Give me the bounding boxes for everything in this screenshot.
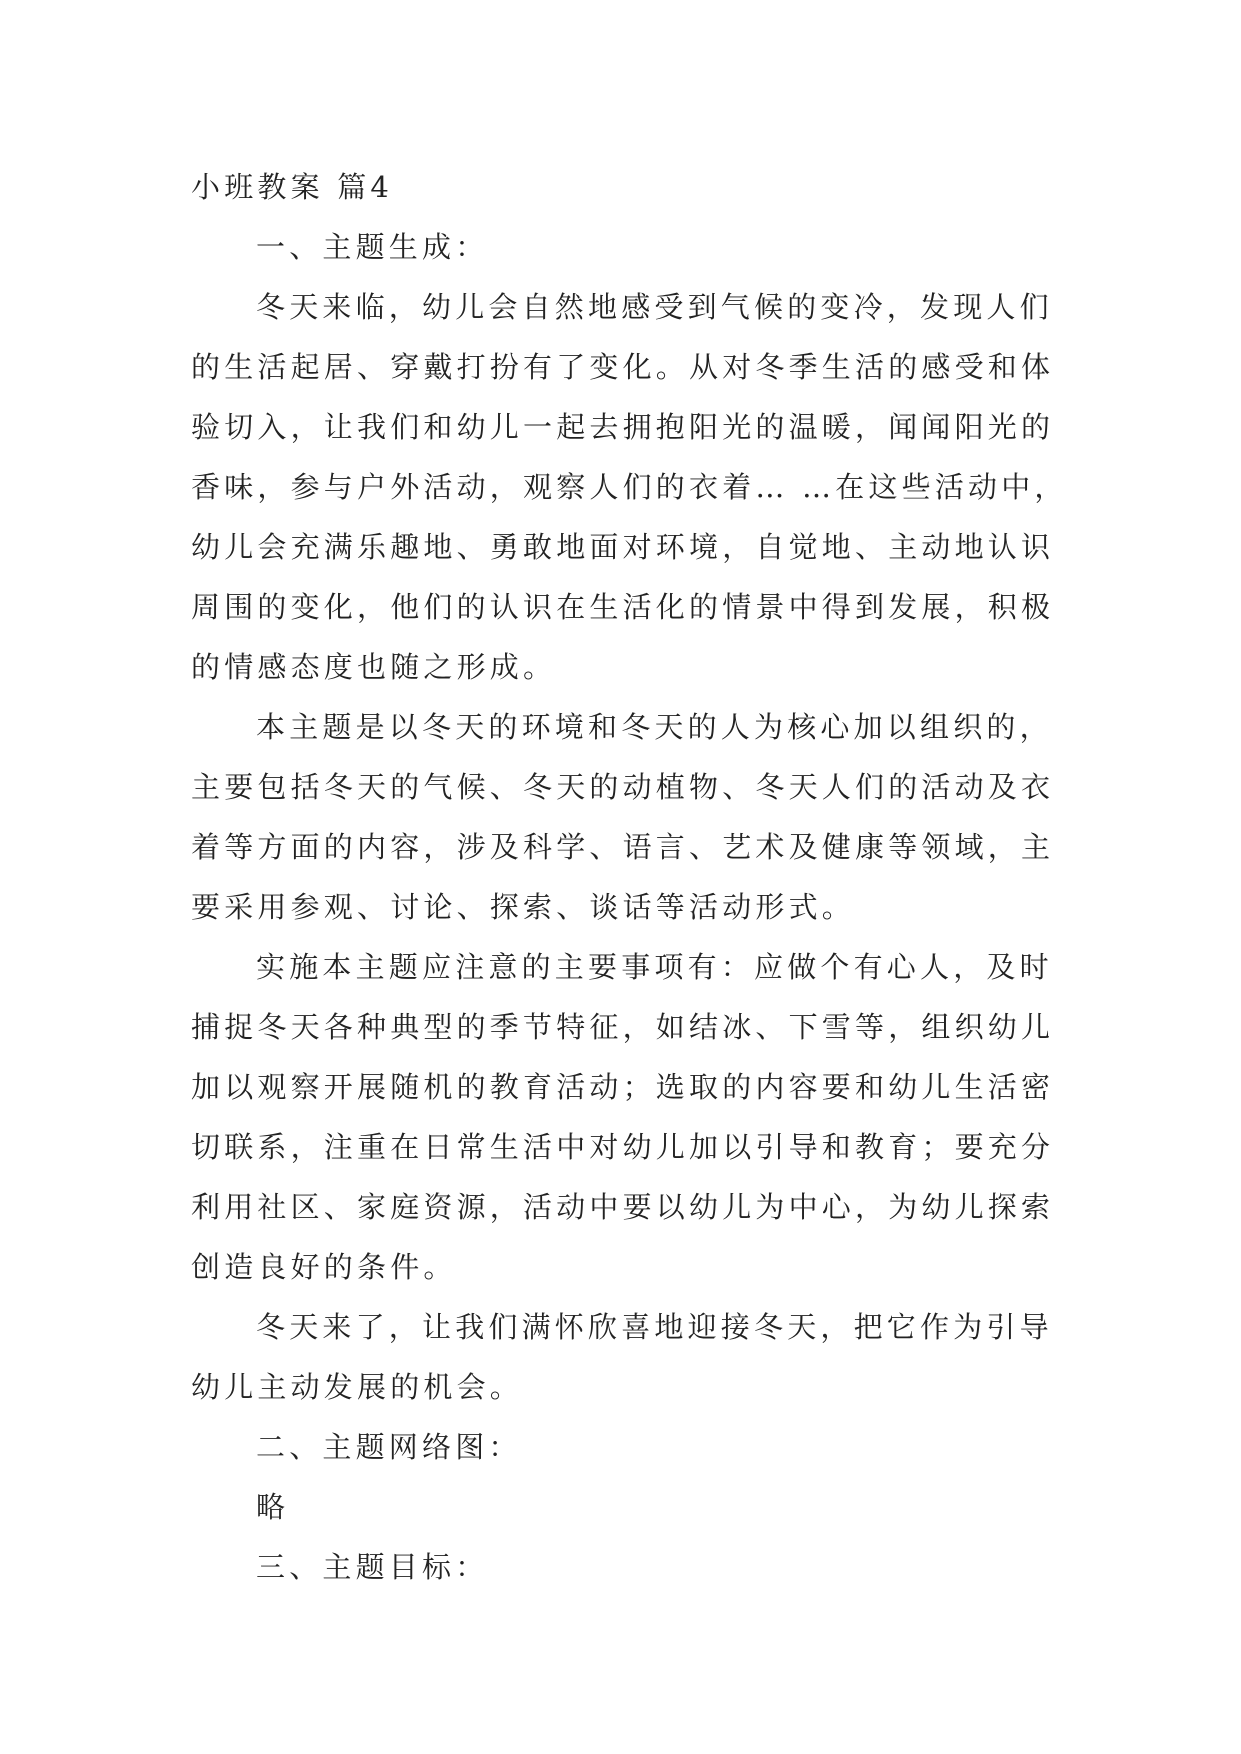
- paragraph-line: 着等方面的内容，涉及科学、语言、艺术及健康等领域，主: [191, 830, 1055, 864]
- paragraph-line: 的生活起居、穿戴打扮有了变化。从对冬季生活的感受和体: [191, 350, 1055, 384]
- section-heading: 一、主题生成：: [256, 230, 489, 264]
- paragraph-line: 实施本主题应注意的主要事项有：应做个有心人，及时: [256, 950, 1053, 984]
- paragraph-line: 验切入，让我们和幼儿一起去拥抱阳光的温暖，闻闻阳光的: [191, 410, 1055, 444]
- paragraph-line: 冬天来了，让我们满怀欣喜地迎接冬天，把它作为引导: [256, 1310, 1053, 1344]
- paragraph-line: 幼儿主动发展的机会。: [191, 1370, 524, 1404]
- paragraph-line: 切联系，注重在日常生活中对幼儿加以引导和教育；要充分: [191, 1130, 1055, 1164]
- document-title: 小班教案 篇4: [191, 170, 394, 204]
- paragraph-line: 略: [256, 1490, 290, 1524]
- paragraph-line: 要采用参观、讨论、探索、谈话等活动形式。: [191, 890, 856, 924]
- paragraph-line: 香味，参与户外活动，观察人们的衣着… …在这些活动中，: [191, 470, 1068, 504]
- paragraph-line: 创造良好的条件。: [191, 1250, 457, 1284]
- paragraph-line: 本主题是以冬天的环境和冬天的人为核心加以组织的，: [256, 710, 1053, 744]
- section-heading: 三、主题目标：: [256, 1550, 489, 1584]
- section-heading: 二、主题网络图：: [256, 1430, 522, 1464]
- paragraph-line: 加以观察开展随机的教育活动；选取的内容要和幼儿生活密: [191, 1070, 1055, 1104]
- paragraph-line: 冬天来临，幼儿会自然地感受到气候的变冷，发现人们: [256, 290, 1053, 324]
- paragraph-line: 捕捉冬天各种典型的季节特征，如结冰、下雪等，组织幼儿: [191, 1010, 1055, 1044]
- paragraph-line: 幼儿会充满乐趣地、勇敢地面对环境，自觉地、主动地认识: [191, 530, 1055, 564]
- paragraph-line: 周围的变化，他们的认识在生活化的情景中得到发展，积极: [191, 590, 1055, 624]
- paragraph-line: 的情感态度也随之形成。: [191, 650, 557, 684]
- paragraph-line: 利用社区、家庭资源，活动中要以幼儿为中心，为幼儿探索: [191, 1190, 1055, 1224]
- paragraph-line: 主要包括冬天的气候、冬天的动植物、冬天人们的活动及衣: [191, 770, 1055, 804]
